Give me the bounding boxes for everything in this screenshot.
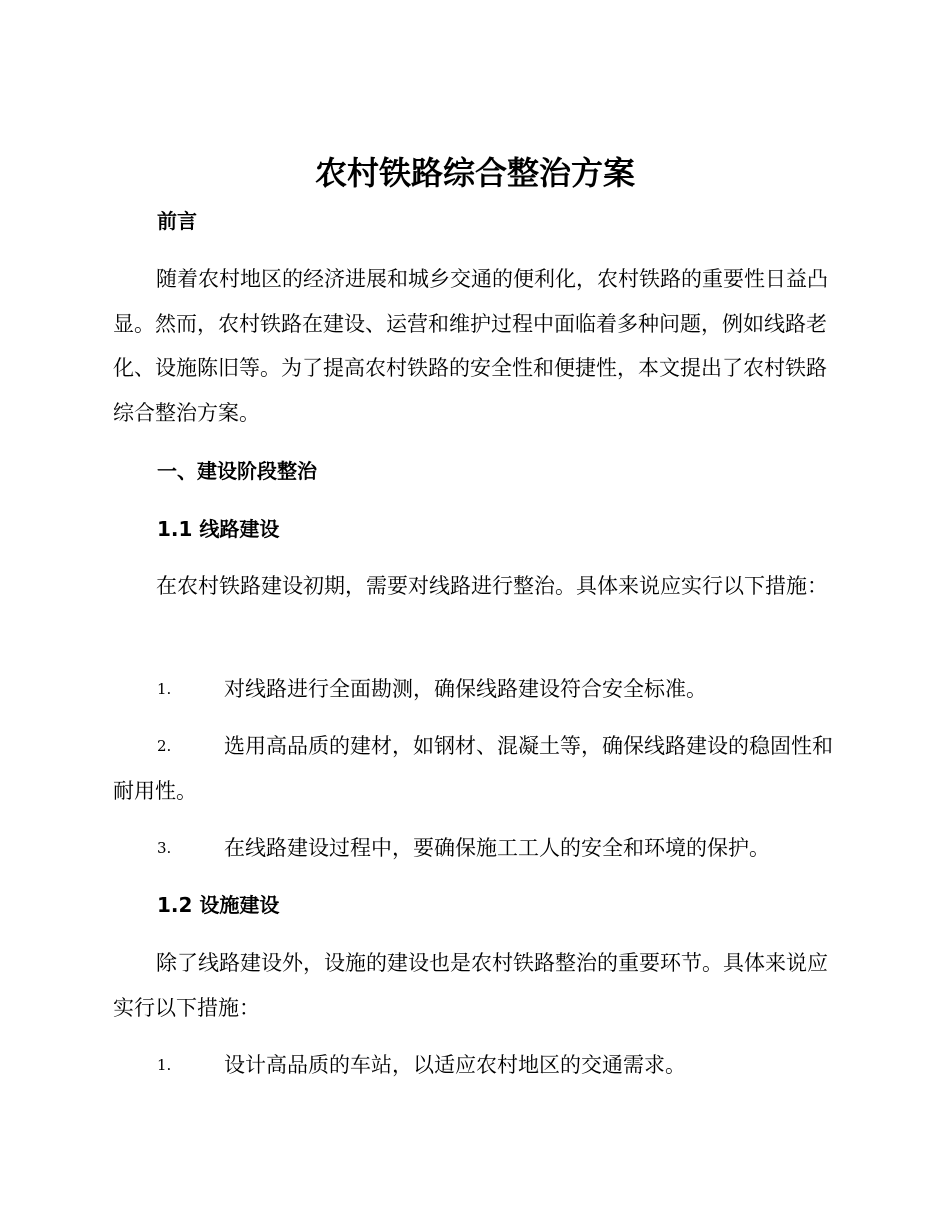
subsection-heading-facility-construction: 1.2 设施建设: [157, 893, 280, 917]
list-item-number: 1.: [157, 680, 172, 698]
list-item-number: 1.: [157, 1056, 172, 1074]
list-item-text: 选用高品质的建材，如钢材、混凝土等，确保线路建设的稳固性和耐用性。: [113, 734, 833, 803]
list-item: [113, 1043, 833, 1088]
subsection-heading-line-construction: 1.1 线路建设: [157, 517, 280, 541]
list-item: [113, 724, 833, 813]
list-item-text: 对线路进行全面勘测，确保线路建设符合安全标准。: [224, 677, 707, 701]
list-item-text: 设计高品质的车站，以适应农村地区的交通需求。: [224, 1053, 686, 1077]
list-item: [113, 667, 833, 712]
list-item-number: 2.: [157, 737, 172, 755]
list-item-text: 在线路建设过程中，要确保施工工人的安全和环境的保护。: [224, 836, 770, 860]
list-item: [113, 826, 833, 871]
section-heading-construction: 一、建设阶段整治: [157, 459, 317, 483]
facility-construction-intro: 除了线路建设外，设施的建设也是农村铁路整治的重要环节。具体来说应实行以下措施：: [113, 951, 828, 1020]
line-construction-intro: 在农村铁路建设初期，需要对线路进行整治。具体来说应实行以下措施：: [156, 574, 828, 598]
list-item-number: 3.: [157, 839, 172, 857]
document-title: 农村铁路综合整治方案: [314, 154, 635, 192]
preface-heading: 前言: [157, 209, 197, 233]
preface-paragraph: 随着农村地区的经济进展和城乡交通的便利化，农村铁路的重要性日益凸显。然而，农村铁路在建设、运营和维护过程中面临着多种问题，例如线路老化、设施陈旧等。为了提高农村铁路的安全性和便捷性，本文提出了农村铁路综合整治方案。: [113, 267, 828, 425]
